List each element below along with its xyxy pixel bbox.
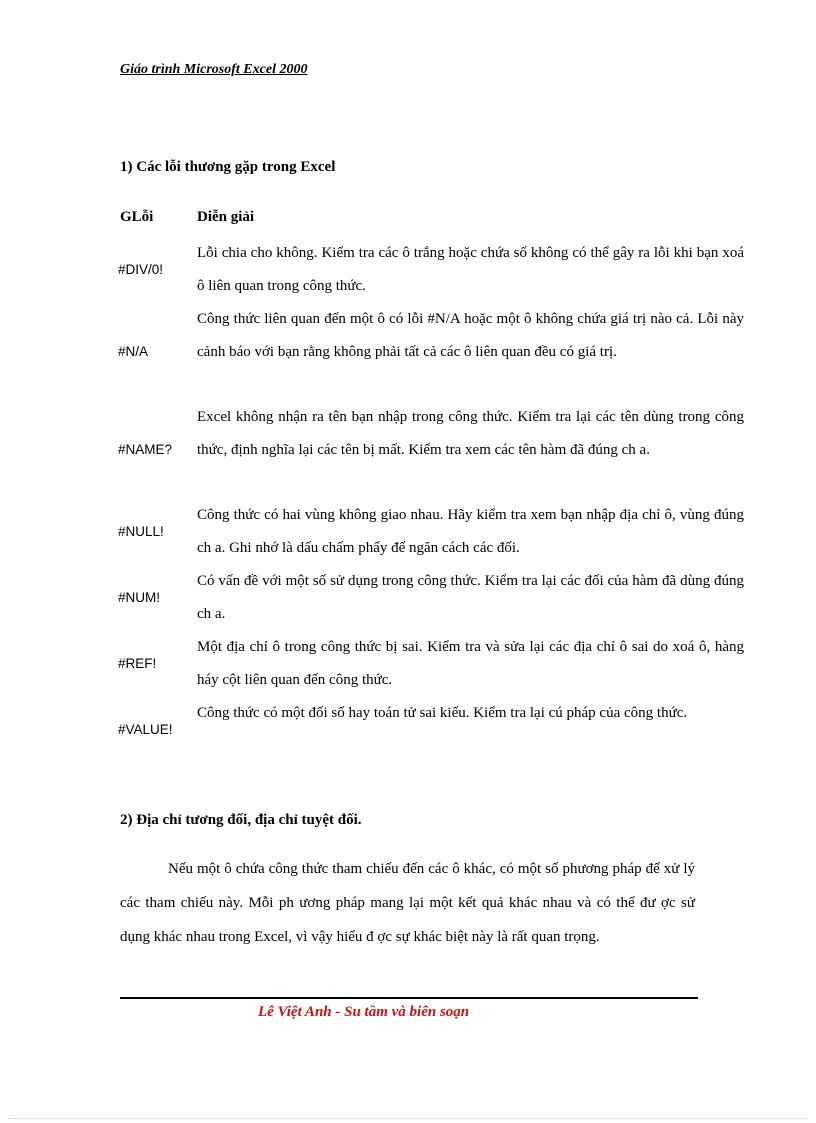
- error-code: #NUM!: [118, 590, 161, 605]
- error-description: Công thức có một đối số hay toán tử sai kiểu. Kiểm tra lại cú pháp của công thức.: [197, 705, 688, 721]
- error-description: Lỗi chia cho không. Kiểm tra các ô trắng hoặc chứa số không có thể gây ra lỗi khi bạn xoá ô liên quan trong công thức.: [197, 245, 744, 294]
- column-header-description: Diễn giải: [197, 209, 255, 225]
- error-row-name: [118, 401, 746, 499]
- error-code: #REF!: [118, 656, 157, 671]
- error-description: Công thức có hai vùng không giao nhau. Hãy kiểm tra xem bạn nhập địa chỉ ô, vùng đúng ch a. Ghi nhớ là dấu chấm phẩy để ngăn cách các đối.: [197, 507, 744, 556]
- error-description: Có vấn đề với một số sử dụng trong công thức. Kiểm tra lại các đối của hàm đã dùng đúng ch a.: [197, 573, 744, 622]
- section-1-heading: 1) Các lỗi thương gặp trong Excel: [120, 159, 336, 175]
- footer-divider: [120, 997, 698, 999]
- error-code: #VALUE!: [118, 722, 173, 737]
- error-row-ref: [118, 631, 746, 697]
- column-header-error: GLỗi: [120, 209, 154, 225]
- error-code: #DIV/0!: [118, 262, 164, 277]
- error-description: Một địa chỉ ô trong công thức bị sai. Kiểm tra và sửa lại các địa chỉ ô sai do xoá ô, hàng háy cột liên quan đến công thức.: [197, 639, 744, 688]
- error-code: #NULL!: [118, 524, 164, 539]
- error-row-num: [118, 565, 746, 631]
- error-row-null: [118, 499, 746, 565]
- error-row-div0: [118, 237, 746, 303]
- error-description: Công thức liên quan đến một ô có lỗi #N/A hoặc một ô không chứa giá trị nào cả. Lỗi này cảnh báo với bạn rằng không phải tất cả các ô liên quan đều có giá trị.: [197, 311, 744, 360]
- footer-credit: Lê Việt Anh - Su tầm và biên soạn: [258, 1004, 470, 1020]
- section-2-heading: 2) Địa chỉ tương đối, địa chỉ tuyệt đối.: [120, 812, 362, 828]
- page-bottom-border: [8, 1118, 808, 1119]
- error-description: Excel không nhận ra tên bạn nhập trong công thức. Kiểm tra lại các tên dùng trong công thức, định nghĩa lại các tên bị mất. Kiểm tra xem các tên hàm đã đúng ch a.: [197, 409, 744, 458]
- error-row-value: [118, 697, 746, 763]
- error-row-na: [118, 303, 746, 401]
- page-header-title: Giáo trình Microsoft Excel 2000: [120, 62, 308, 77]
- error-code: #N/A: [118, 344, 149, 359]
- section-2-paragraph: Nếu một ô chứa công thức tham chiếu đến các ô khác, có một số phương pháp để xử lý các tham chiếu này. Mỗi ph ương pháp mang lại một kết quả khác nhau và có thể đư ợc sử dụng khác nhau trong Excel, vì vậy hiểu đ ợc sự khác biệt này là rất quan trọng.: [120, 861, 695, 945]
- error-code: #NAME?: [118, 442, 173, 457]
